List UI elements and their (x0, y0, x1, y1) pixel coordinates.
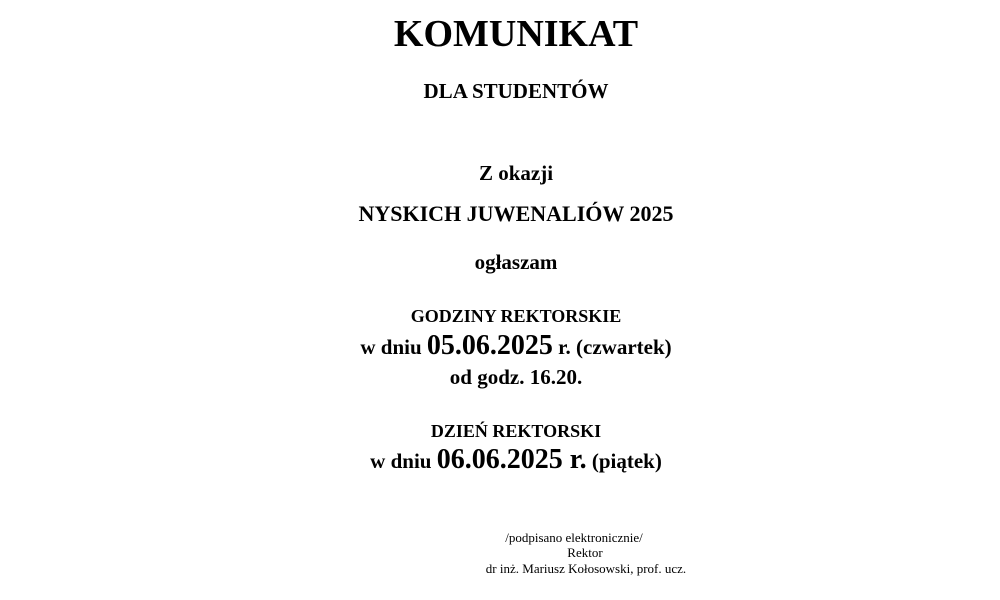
event-name: NYSKICH JUWENALIÓW 2025 (358, 201, 674, 226)
rector-day-date-prefix: w dniu (370, 449, 437, 473)
rector-hours-date-prefix: w dniu (360, 335, 427, 359)
document-title: KOMUNIKAT (393, 13, 639, 55)
rector-day-date: 06.06.2025 r. (436, 444, 587, 475)
signature-name: dr inż. Mariusz Kołosowski, prof. ucz. (485, 561, 687, 576)
rector-hours-time: od godz. 16.20. (449, 365, 583, 389)
rector-hours-heading: GODZINY REKTORSKIE (410, 306, 622, 326)
rector-day-date-line (0, 446, 1000, 474)
signature-note: /podpisano elektronicznie/ (505, 530, 643, 545)
document-subtitle: DLA STUDENTÓW (423, 79, 609, 103)
rector-hours-date: 05.06.2025 (426, 330, 553, 361)
signature-role: Rektor (567, 545, 603, 560)
rector-day-heading: DZIEŃ REKTORSKI (430, 421, 602, 441)
occasion-text: Z okazji (478, 161, 554, 185)
rector-day-date-suffix: (piątek) (586, 449, 662, 473)
rector-hours-date-line (0, 332, 1000, 360)
rector-hours-date-suffix: r. (czwartek) (552, 335, 672, 359)
announce-text: ogłaszam (474, 250, 558, 274)
